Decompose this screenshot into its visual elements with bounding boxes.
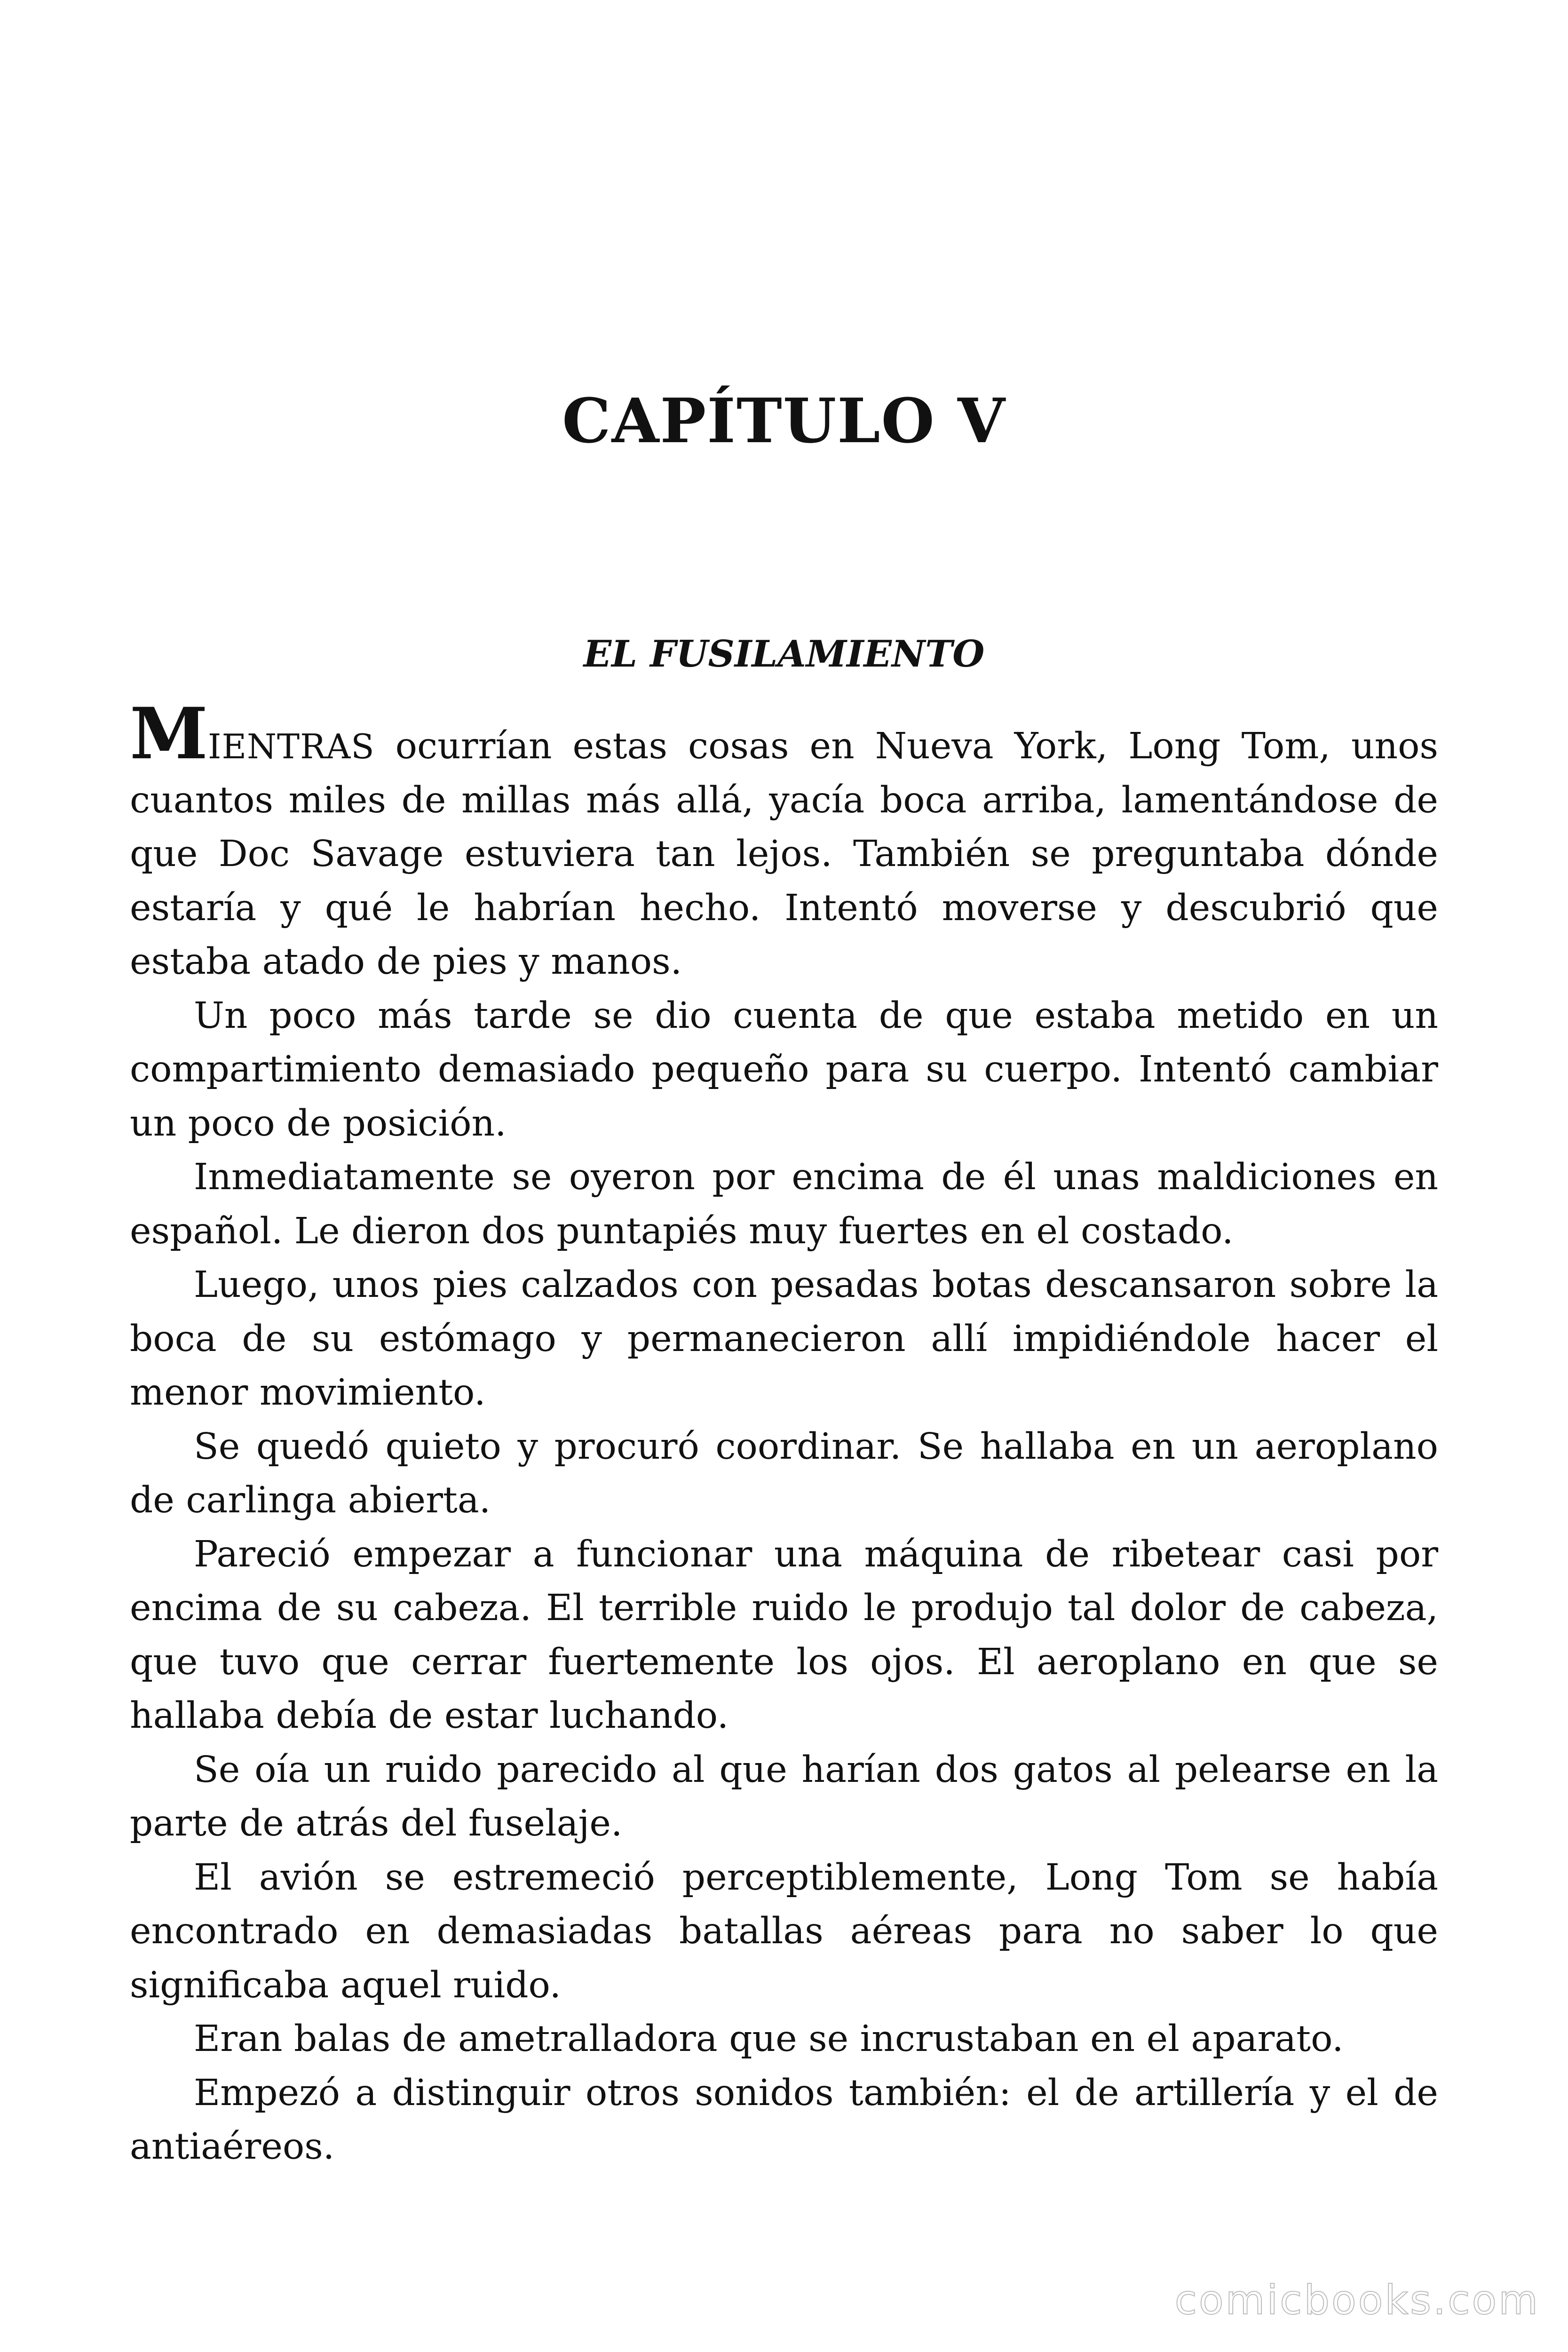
paragraph-10: Empezó a distinguir otros sonidos también: el de artillería y el de antiaéreos. xyxy=(130,2072,1438,2168)
watermark: comicbooks.com xyxy=(1174,2277,1540,2324)
chapter-title: CAPÍTULO V xyxy=(562,385,1006,457)
opening-word xyxy=(130,692,375,775)
paragraph-9: Eran balas de ametralladora que se incrustaban en el aparato. xyxy=(194,2018,1344,2060)
paragraph-2: Un poco más tarde se dio cuenta de que estaba metido en un compartimiento demasiado pequeño para su cuerpo. Intentó cambiar un poco de posición. xyxy=(130,994,1438,1144)
chapter-subtitle: EL FUSILAMIENTO xyxy=(583,633,985,675)
paragraph-4: Luego, unos pies calzados con pesadas botas descansaron sobre la boca de su estómago y permanecieron allí impidiéndole hacer el menor movimiento. xyxy=(130,1264,1438,1414)
drop-cap: M xyxy=(130,692,208,775)
paragraph-6: Pareció empezar a funcionar una máquina de ribetear casi por encima de su cabeza. El terrible ruido le produjo tal dolor de cabeza, que tuvo que cerrar fuertemente los ojos. El aeroplano en que se hallaba debía de estar luchando. xyxy=(130,1533,1438,1737)
paragraph-7: Se oía un ruido parecido al que harían dos gatos al pelearse en la parte de atrás del fuselaje. xyxy=(130,1748,1438,1844)
paragraph-text: ocurrían estas cosas en Nueva York, Long Tom, unos cuantos miles de millas más allá, yacía boca arriba, lamentándose de que Doc Savage estuviera tan lejos. También se preguntaba dónde estaría y qué le habrían hecho. Intentó moverse y descubrió que estaba atado de pies y manos. xyxy=(130,725,1438,983)
chapter-body xyxy=(130,692,1438,2174)
paragraph-5: Se quedó quieto y procuró coordinar. Se hallaba en un aeroplano de carlinga abierta. xyxy=(130,1425,1438,1521)
small-caps-text: IENTRAS xyxy=(208,727,375,766)
paragraph-1 xyxy=(130,692,1438,989)
paragraph-8: El avión se estremeció perceptiblemente, Long Tom se había encontrado en demasiadas batallas aéreas para no saber lo que significaba aquel ruido. xyxy=(130,1856,1438,2006)
paragraph-3: Inmediatamente se oyeron por encima de él unas maldiciones en español. Le dieron dos puntapiés muy fuertes en el costado. xyxy=(130,1156,1438,1252)
